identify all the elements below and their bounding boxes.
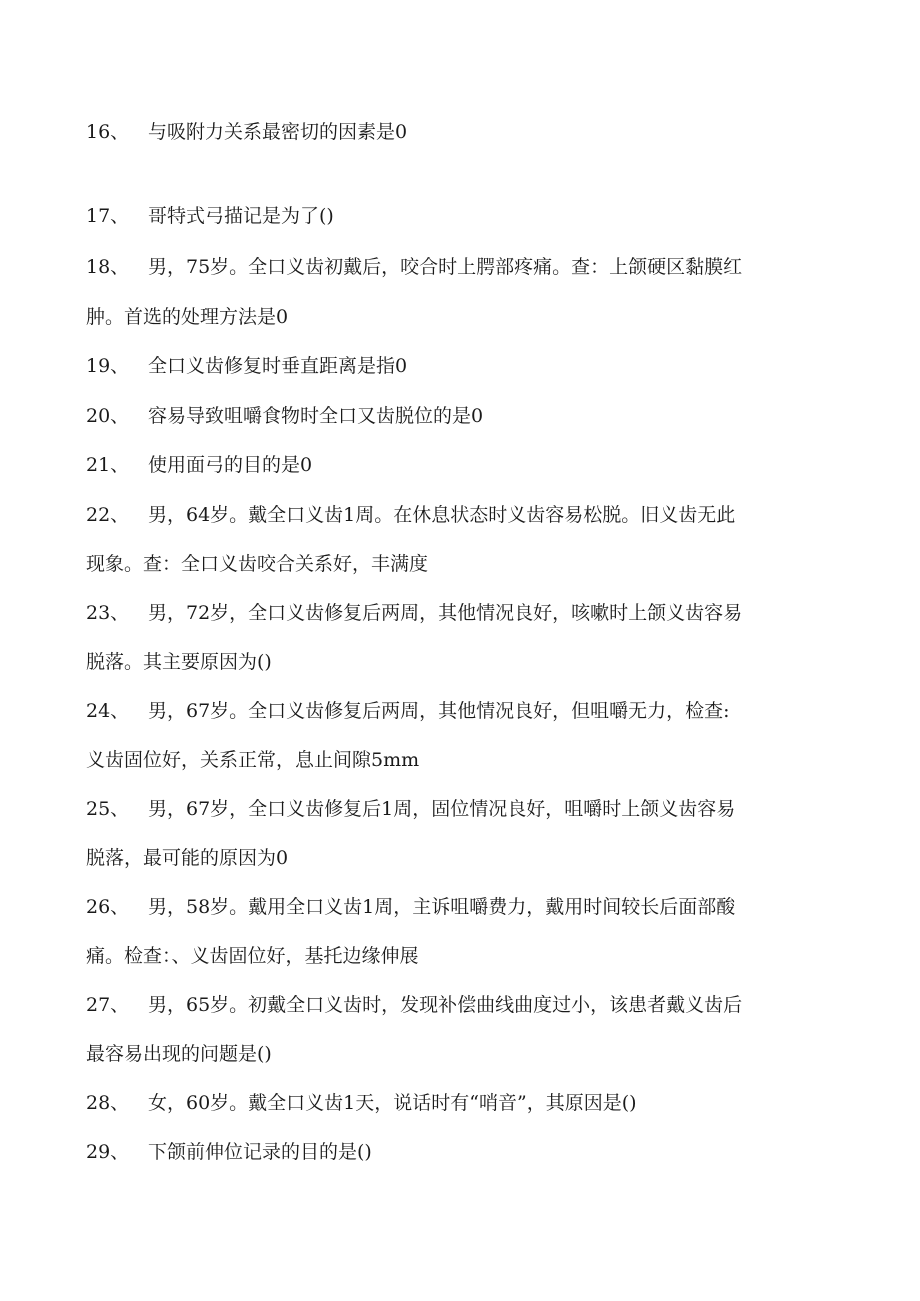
question-16 xyxy=(86,120,836,144)
question-23 xyxy=(86,601,836,625)
question-number: 24、 xyxy=(86,700,130,722)
question-28 xyxy=(86,1091,836,1115)
question-number: 19、 xyxy=(86,355,130,377)
question-number: 27、 xyxy=(86,994,130,1016)
question-text: 义齿固位好，关系正常，息止间隙5mm xyxy=(86,749,420,771)
question-text: 女，60岁。戴全口义齿1天，说话时有“哨音”，其原因是() xyxy=(148,1092,637,1114)
question-text: 肿。首选的处理方法是0 xyxy=(86,306,289,328)
question-25 xyxy=(86,797,836,821)
question-number: 29、 xyxy=(86,1141,130,1163)
question-text: 最容易出现的问题是() xyxy=(86,1043,272,1065)
question-number: 26、 xyxy=(86,896,130,918)
question-29 xyxy=(86,1140,836,1164)
question-text: 男，58岁。戴用全口义齿1周，主诉咀嚼费力，戴用时间较长后面部酸 xyxy=(148,896,736,918)
question-number: 25、 xyxy=(86,798,130,820)
question-18 xyxy=(86,255,836,279)
question-text: 与吸附力关系最密切的因素是0 xyxy=(148,121,408,143)
question-27 xyxy=(86,993,836,1017)
question-text: 容易导致咀嚼食物时全口又齿脱位的是0 xyxy=(148,405,484,427)
question-text: 男，67岁。全口义齿修复后两周，其他情况良好，但咀嚼无力，检查: xyxy=(148,700,730,722)
question-26 xyxy=(86,895,836,919)
question-text: 男，64岁。戴全口义齿1周。在休息状态时义齿容易松脱。旧义齿无此 xyxy=(148,504,736,526)
question-number: 18、 xyxy=(86,256,130,278)
question-27-continuation xyxy=(86,1042,836,1066)
question-number: 21、 xyxy=(86,454,130,476)
question-text: 全口义齿修复时垂直距离是指0 xyxy=(148,355,408,377)
question-24-continuation xyxy=(86,748,836,772)
question-text: 脱落，最可能的原因为0 xyxy=(86,847,289,869)
question-24 xyxy=(86,699,836,723)
question-20 xyxy=(86,404,836,428)
question-text: 男，72岁，全口义齿修复后两周，其他情况良好，咳嗽时上颌义齿容易 xyxy=(148,602,743,624)
question-22 xyxy=(86,503,836,527)
question-text: 下颌前伸位记录的目的是() xyxy=(148,1141,372,1163)
question-text: 脱落。其主要原因为() xyxy=(86,651,272,673)
question-number: 17、 xyxy=(86,205,130,227)
question-number: 16、 xyxy=(86,121,130,143)
question-number: 23、 xyxy=(86,602,130,624)
question-text: 哥特式弓描记是为了() xyxy=(148,205,334,227)
question-text: 男，67岁，全口义齿修复后1周，固位情况良好，咀嚼时上颌义齿容易 xyxy=(148,798,736,820)
question-text: 男，75岁。全口义齿初戴后，咬合时上腭部疼痛。查：上颌硬区黏膜红 xyxy=(148,256,743,278)
question-text: 痛。检查：、义齿固位好，基托边缘伸展 xyxy=(86,945,419,967)
question-22-continuation xyxy=(86,552,836,576)
question-17 xyxy=(86,204,836,228)
question-26-continuation xyxy=(86,944,836,968)
question-number: 28、 xyxy=(86,1092,130,1114)
question-19 xyxy=(86,354,836,378)
question-23-continuation xyxy=(86,650,836,674)
question-text: 使用面弓的目的是0 xyxy=(148,454,313,476)
question-text: 男，65岁。初戴全口义齿时，发现补偿曲线曲度过小，该患者戴义齿后 xyxy=(148,994,743,1016)
question-number: 20、 xyxy=(86,405,130,427)
question-21 xyxy=(86,453,836,477)
question-18-continuation xyxy=(86,305,836,329)
question-text: 现象。查：全口义齿咬合关系好，丰满度 xyxy=(86,553,429,575)
question-25-continuation xyxy=(86,846,836,870)
question-number: 22、 xyxy=(86,504,130,526)
